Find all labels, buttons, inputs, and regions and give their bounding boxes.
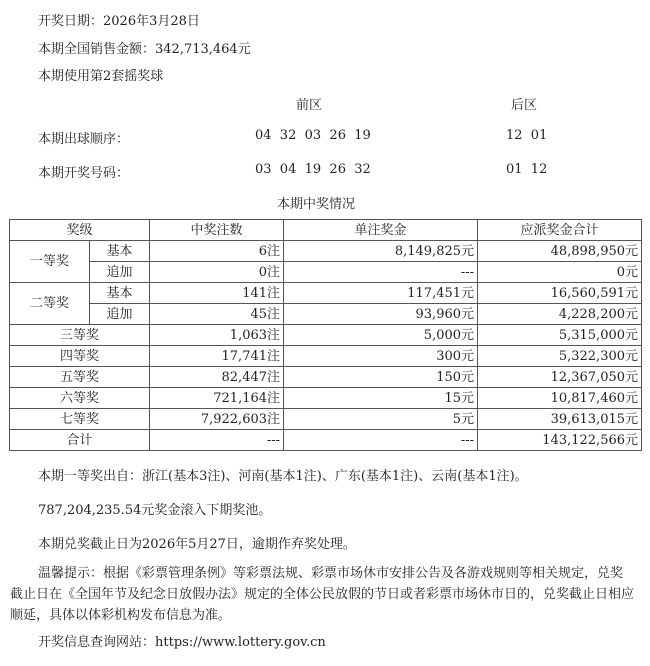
level-second: 二等奖 — [10, 283, 90, 325]
cell-count: 141注 — [150, 283, 284, 304]
cell-single: 93,960元 — [284, 304, 478, 325]
cell-single: --- — [284, 430, 478, 451]
table-row — [10, 325, 642, 346]
cell-count: 7,922,603注 — [150, 409, 284, 430]
cell-single: 117,451元 — [284, 283, 478, 304]
table-row — [10, 283, 642, 304]
sales-amount: 本期全国销售金额：342,713,464元 — [38, 42, 251, 57]
cell-total: 16,560,591元 — [478, 283, 642, 304]
table-row — [10, 346, 642, 367]
prize-table — [9, 219, 642, 451]
cell-total: 0元 — [478, 262, 642, 283]
cell-count: 45注 — [150, 304, 284, 325]
winning-numbers-front: 03 04 19 26 32 — [255, 162, 371, 177]
cell-single: 300元 — [284, 346, 478, 367]
sum-label: 合计 — [10, 430, 150, 451]
winning-numbers-back: 01 12 — [506, 162, 548, 177]
cell-total: 10,817,460元 — [478, 388, 642, 409]
table-title: 本期中奖情况 — [277, 197, 356, 212]
sub-basic: 基本 — [90, 283, 150, 304]
first-prize-origin: 本期一等奖出自：浙江(基本3注)、河南(基本1注)、广东(基本1注)、云南(基本1注)。 — [38, 469, 528, 484]
table-header-row — [10, 220, 642, 241]
cell-total: 12,367,050元 — [478, 367, 642, 388]
table-row — [10, 367, 642, 388]
sub-extra: 追加 — [90, 304, 150, 325]
cell-count: 6注 — [150, 241, 284, 262]
front-zone-label: 前区 — [296, 98, 323, 113]
cell-count: 17,741注 — [150, 346, 284, 367]
table-row — [10, 241, 642, 262]
cell-count: 721,164注 — [150, 388, 284, 409]
reminder-paragraph: 温馨提示：根据《彩票管理条例》等彩票法规、彩票市场休市安排公告及各游戏规则等相关规定，兑奖截止日在《全国年节及纪念日放假办法》规定的全体公民放假的节日或者彩票市场休市日的，兑奖截止日相应顺延，具体以体彩机构发布信息为准。 — [10, 566, 635, 623]
header-single: 单注奖金 — [284, 220, 478, 241]
cell-total: 143,122,566元 — [478, 430, 642, 451]
cell-total: 5,322,300元 — [478, 346, 642, 367]
rollover-note: 787,204,235.54元奖金滚入下期奖池。 — [38, 503, 272, 518]
cell-single: --- — [284, 262, 478, 283]
table-row — [10, 304, 642, 325]
level-fifth: 五等奖 — [10, 367, 150, 388]
cell-total: 4,228,200元 — [478, 304, 642, 325]
header-count: 中奖注数 — [150, 220, 284, 241]
table-row — [10, 409, 642, 430]
cell-single: 5元 — [284, 409, 478, 430]
cell-count: 82,447注 — [150, 367, 284, 388]
draw-order-back: 12 01 — [506, 128, 548, 143]
draw-order-front: 04 32 03 26 19 — [255, 128, 371, 143]
sub-basic: 基本 — [90, 241, 150, 262]
cell-count: 0注 — [150, 262, 284, 283]
website-link[interactable]: 开奖信息查询网站：https://www.lottery.gov.cn — [38, 635, 326, 650]
header-total: 应派奖金合计 — [478, 220, 642, 241]
cell-single: 15元 — [284, 388, 478, 409]
table-row — [10, 262, 642, 283]
level-first: 一等奖 — [10, 241, 90, 283]
cell-single: 8,149,825元 — [284, 241, 478, 262]
winning-numbers-label: 本期开奖号码： — [38, 166, 130, 181]
level-third: 三等奖 — [10, 325, 150, 346]
cell-total: 5,315,000元 — [478, 325, 642, 346]
cell-total: 48,898,950元 — [478, 241, 642, 262]
cell-count: --- — [150, 430, 284, 451]
deadline-note: 本期兑奖截止日为2026年5月27日，逾期作弃奖处理。 — [38, 537, 356, 552]
sub-extra: 追加 — [90, 262, 150, 283]
cell-single: 5,000元 — [284, 325, 478, 346]
ball-set: 本期使用第2套摇奖球 — [38, 69, 164, 84]
back-zone-label: 后区 — [511, 98, 538, 113]
table-sum-row — [10, 430, 642, 451]
draw-date: 开奖日期：2026年3月28日 — [38, 14, 200, 29]
level-fourth: 四等奖 — [10, 346, 150, 367]
header-level: 奖级 — [10, 220, 150, 241]
level-seventh: 七等奖 — [10, 409, 150, 430]
table-row — [10, 388, 642, 409]
cell-count: 1,063注 — [150, 325, 284, 346]
cell-total: 39,613,015元 — [478, 409, 642, 430]
level-sixth: 六等奖 — [10, 388, 150, 409]
cell-single: 150元 — [284, 367, 478, 388]
draw-order-label: 本期出球顺序： — [38, 132, 130, 147]
